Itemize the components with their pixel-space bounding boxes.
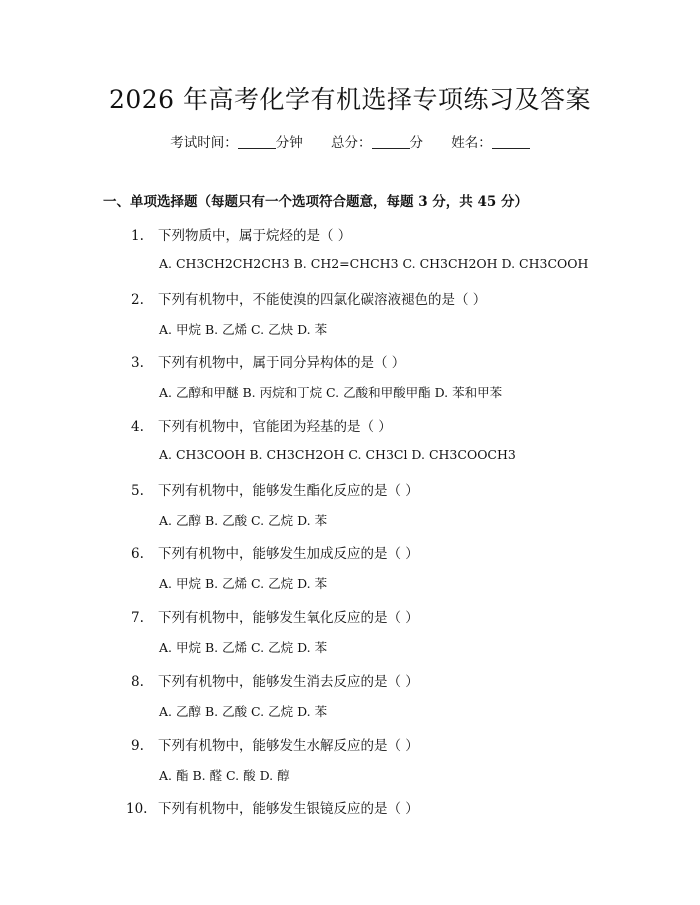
question-options: A. 乙醇 B. 乙酸 C. 乙烷 D. 苯 [159,513,328,528]
student-name-field [451,135,530,151]
question-number: 4. [131,419,144,435]
question-options: A. CH3COOH B. CH3CH2OH C. CH3Cl D. CH3COOCH3 [159,447,516,462]
exam-time-label: 考试时间： [170,135,238,151]
question-number: 10. [126,801,148,817]
exam-info-line [0,131,700,151]
question-stem [131,542,419,562]
question-number: 1. [131,228,144,244]
question-options: A. 乙醇 B. 乙酸 C. 乙烷 D. 苯 [159,704,328,719]
question-text: 下列物质中，属于烷烃的是（ ） [158,228,352,244]
question-text: 下列有机物中，能够发生水解反应的是（ ） [158,738,419,754]
question-text: 下列有机物中，能够发生消去反应的是（ ） [158,674,419,690]
question-number: 2. [131,292,144,308]
question-text: 下列有机物中，不能使溴的四氯化碳溶液褪色的是（ ） [158,292,487,308]
section-heading: 一、单项选择题（每题只有一个选项符合题意，每题 3 分，共 45 分） [103,194,528,210]
question-stem [131,670,419,690]
question-stem [131,606,419,626]
exam-time-field [170,135,307,151]
question-text: 下列有机物中，能够发生酯化反应的是（ ） [158,483,419,499]
question-text: 下列有机物中，能够发生氧化反应的是（ ） [158,610,419,626]
question-stem [131,415,392,435]
question-stem [131,479,419,499]
question-options: A. 甲烷 B. 乙烯 C. 乙烷 D. 苯 [159,640,328,655]
exam-title: 2026 年高考化学有机选择专项练习及答案 [108,85,592,114]
total-score-blank [372,134,410,149]
question-text: 下列有机物中，属于同分异构体的是（ ） [158,355,406,371]
question-number: 9. [131,738,144,754]
total-score-field [331,135,427,151]
question-options: A. 甲烷 B. 乙烯 C. 乙烷 D. 苯 [159,576,328,591]
question-number: 5. [131,483,144,499]
question-number: 3. [131,355,144,371]
exam-time-blank [238,134,276,149]
question-options: A. CH3CH2CH2CH3 B. CH2=CHCH3 C. CH3CH2OH D. CH3COOH [159,256,589,271]
question-number: 8. [131,674,144,690]
question-text: 下列有机物中，官能团为羟基的是（ ） [158,419,392,435]
question-number: 7. [131,610,144,626]
question-options: A. 酯 B. 醛 C. 酸 D. 醇 [159,768,290,783]
question-stem [131,351,405,371]
question-stem [131,224,351,244]
question-stem [131,288,486,308]
question-stem [131,734,419,754]
exam-time-unit: 分钟 [275,135,303,151]
student-name-label: 姓名： [451,135,492,151]
question-options: A. 乙醇和甲醚 B. 丙烷和丁烷 C. 乙酸和甲酸甲酯 D. 苯和甲苯 [159,385,503,400]
question-text: 下列有机物中，能够发生加成反应的是（ ） [158,546,419,562]
total-score-unit: 分 [409,135,423,151]
question-stem [126,797,419,817]
question-options: A. 甲烷 B. 乙烯 C. 乙炔 D. 苯 [159,322,328,337]
question-number: 6. [131,546,144,562]
total-score-label: 总分： [331,135,372,151]
question-text: 下列有机物中，能够发生银镜反应的是（ ） [158,801,419,817]
student-name-blank [492,134,530,149]
